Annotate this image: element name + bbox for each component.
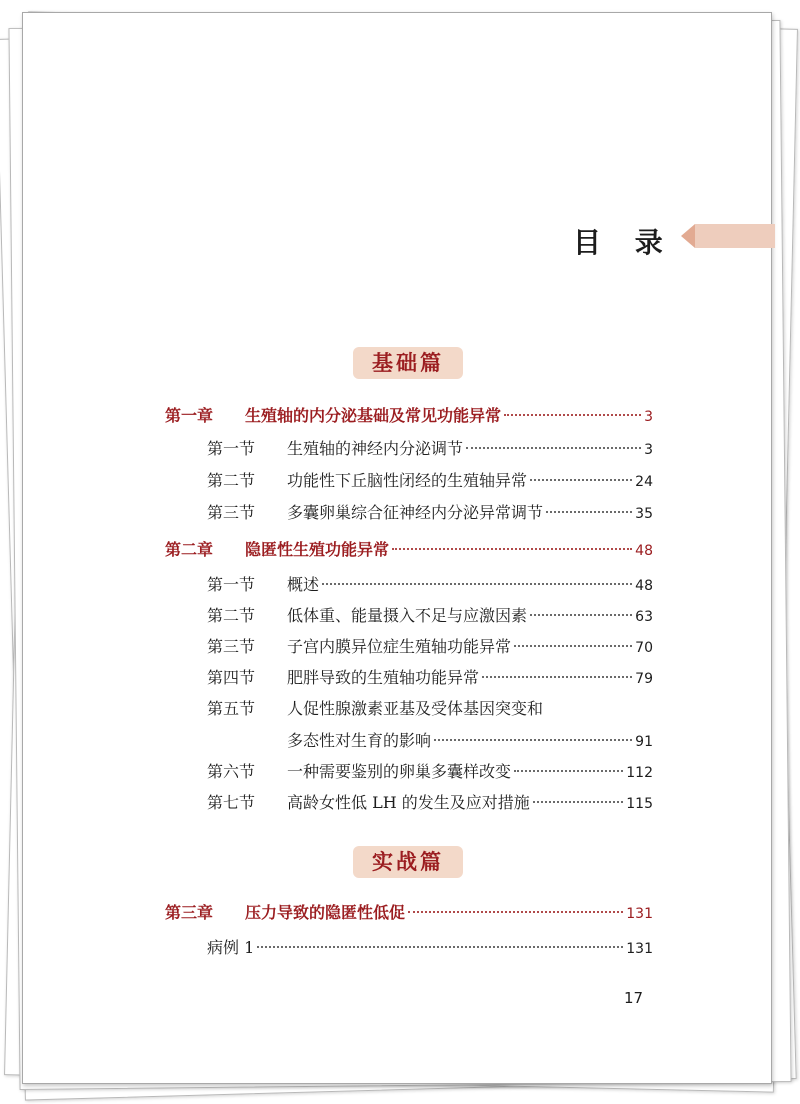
section-title: 子宫内膜异位症生殖轴功能异常 bbox=[287, 637, 512, 656]
toc-section[interactable] bbox=[207, 761, 653, 783]
page-ref: 35 bbox=[635, 506, 653, 522]
toc-section[interactable] bbox=[207, 502, 653, 524]
leader-dots bbox=[408, 911, 623, 913]
section-title: 低体重、能量摄入不足与应激因素 bbox=[287, 606, 528, 625]
chapter-title: 压力导致的隐匿性低促 bbox=[245, 903, 406, 922]
section-title: 一种需要鉴别的卵巢多囊样改变 bbox=[287, 762, 512, 781]
section-label: 第六节 bbox=[207, 762, 256, 781]
page-ref: 131 bbox=[626, 906, 653, 922]
leader-dots bbox=[466, 447, 641, 449]
section-title: 概述 bbox=[287, 575, 320, 594]
leader-dots bbox=[482, 676, 632, 678]
page-ref: 48 bbox=[635, 578, 653, 594]
leader-dots bbox=[434, 739, 632, 741]
toc-section[interactable] bbox=[207, 667, 653, 689]
leader-dots bbox=[514, 770, 623, 772]
section-label: 第四节 bbox=[207, 668, 256, 687]
page-ref: 48 bbox=[635, 543, 653, 559]
page-ref: 3 bbox=[644, 442, 653, 458]
section-title: 功能性下丘脑性闭经的生殖轴异常 bbox=[287, 471, 528, 490]
leader-dots bbox=[322, 583, 632, 585]
toc-section[interactable] bbox=[207, 698, 653, 720]
page-ref: 112 bbox=[626, 765, 653, 781]
leader-dots bbox=[530, 614, 632, 616]
chapter-title: 生殖轴的内分泌基础及常见功能异常 bbox=[245, 406, 502, 425]
section-label: 第二节 bbox=[207, 606, 256, 625]
toc-section[interactable] bbox=[207, 605, 653, 627]
page-ref: 115 bbox=[626, 796, 653, 812]
section-label: 第三节 bbox=[207, 503, 256, 522]
case-title: 病例 1 bbox=[207, 938, 255, 957]
toc-section[interactable] bbox=[207, 470, 653, 492]
leader-dots bbox=[533, 801, 624, 803]
chapter-title: 隐匿性生殖功能异常 bbox=[245, 540, 390, 559]
toc-section[interactable] bbox=[207, 792, 653, 814]
toc-section-continued[interactable] bbox=[287, 730, 653, 752]
section-title: 生殖轴的神经内分泌调节 bbox=[287, 439, 464, 458]
chapter-label: 第二章 bbox=[165, 540, 214, 559]
chapter-label: 第三章 bbox=[165, 903, 214, 922]
section-label: 第一节 bbox=[207, 439, 256, 458]
page-ref: 63 bbox=[635, 609, 653, 625]
section-title: 多囊卵巢综合征神经内分泌异常调节 bbox=[287, 503, 544, 522]
toc-chapter-2[interactable] bbox=[165, 539, 653, 561]
title-arrow-marker bbox=[681, 224, 695, 248]
section-title: 高龄女性低 LH 的发生及应对措施 bbox=[287, 793, 530, 812]
leader-dots bbox=[257, 946, 623, 948]
section-label: 第三节 bbox=[207, 637, 256, 656]
section-banner-practice: 实战篇 bbox=[353, 846, 463, 878]
leader-dots bbox=[546, 511, 632, 513]
leader-dots bbox=[392, 548, 632, 550]
chapter-label: 第一章 bbox=[165, 406, 214, 425]
toc-section[interactable] bbox=[207, 636, 653, 658]
page-ref: 70 bbox=[635, 640, 653, 656]
toc-title: 目 录 bbox=[573, 226, 675, 259]
page-ref: 79 bbox=[635, 671, 653, 687]
leader-dots bbox=[530, 479, 632, 481]
title-color-band bbox=[695, 224, 775, 248]
toc-chapter-1[interactable] bbox=[165, 405, 653, 427]
section-label: 第一节 bbox=[207, 575, 256, 594]
page-ref: 3 bbox=[644, 409, 653, 425]
toc-page bbox=[22, 12, 772, 1084]
section-title: 人促性腺激素亚基及受体基因突变和 bbox=[287, 699, 544, 718]
section-label: 第五节 bbox=[207, 699, 256, 718]
toc-chapter-3[interactable] bbox=[165, 902, 653, 924]
page-ref: 24 bbox=[635, 474, 653, 490]
toc-case[interactable] bbox=[207, 937, 653, 959]
section-label: 第二节 bbox=[207, 471, 256, 490]
section-title: 肥胖导致的生殖轴功能异常 bbox=[287, 668, 480, 687]
leader-dots bbox=[504, 414, 641, 416]
toc-section[interactable] bbox=[207, 438, 653, 460]
page-ref: 131 bbox=[626, 941, 653, 957]
page-ref: 91 bbox=[635, 734, 653, 750]
section-title: 多态性对生育的影响 bbox=[287, 731, 432, 750]
leader-dots bbox=[514, 645, 632, 647]
section-label: 第七节 bbox=[207, 793, 256, 812]
page-number: 17 bbox=[624, 989, 644, 1007]
toc-section[interactable] bbox=[207, 574, 653, 596]
section-banner-basic: 基础篇 bbox=[353, 347, 463, 379]
